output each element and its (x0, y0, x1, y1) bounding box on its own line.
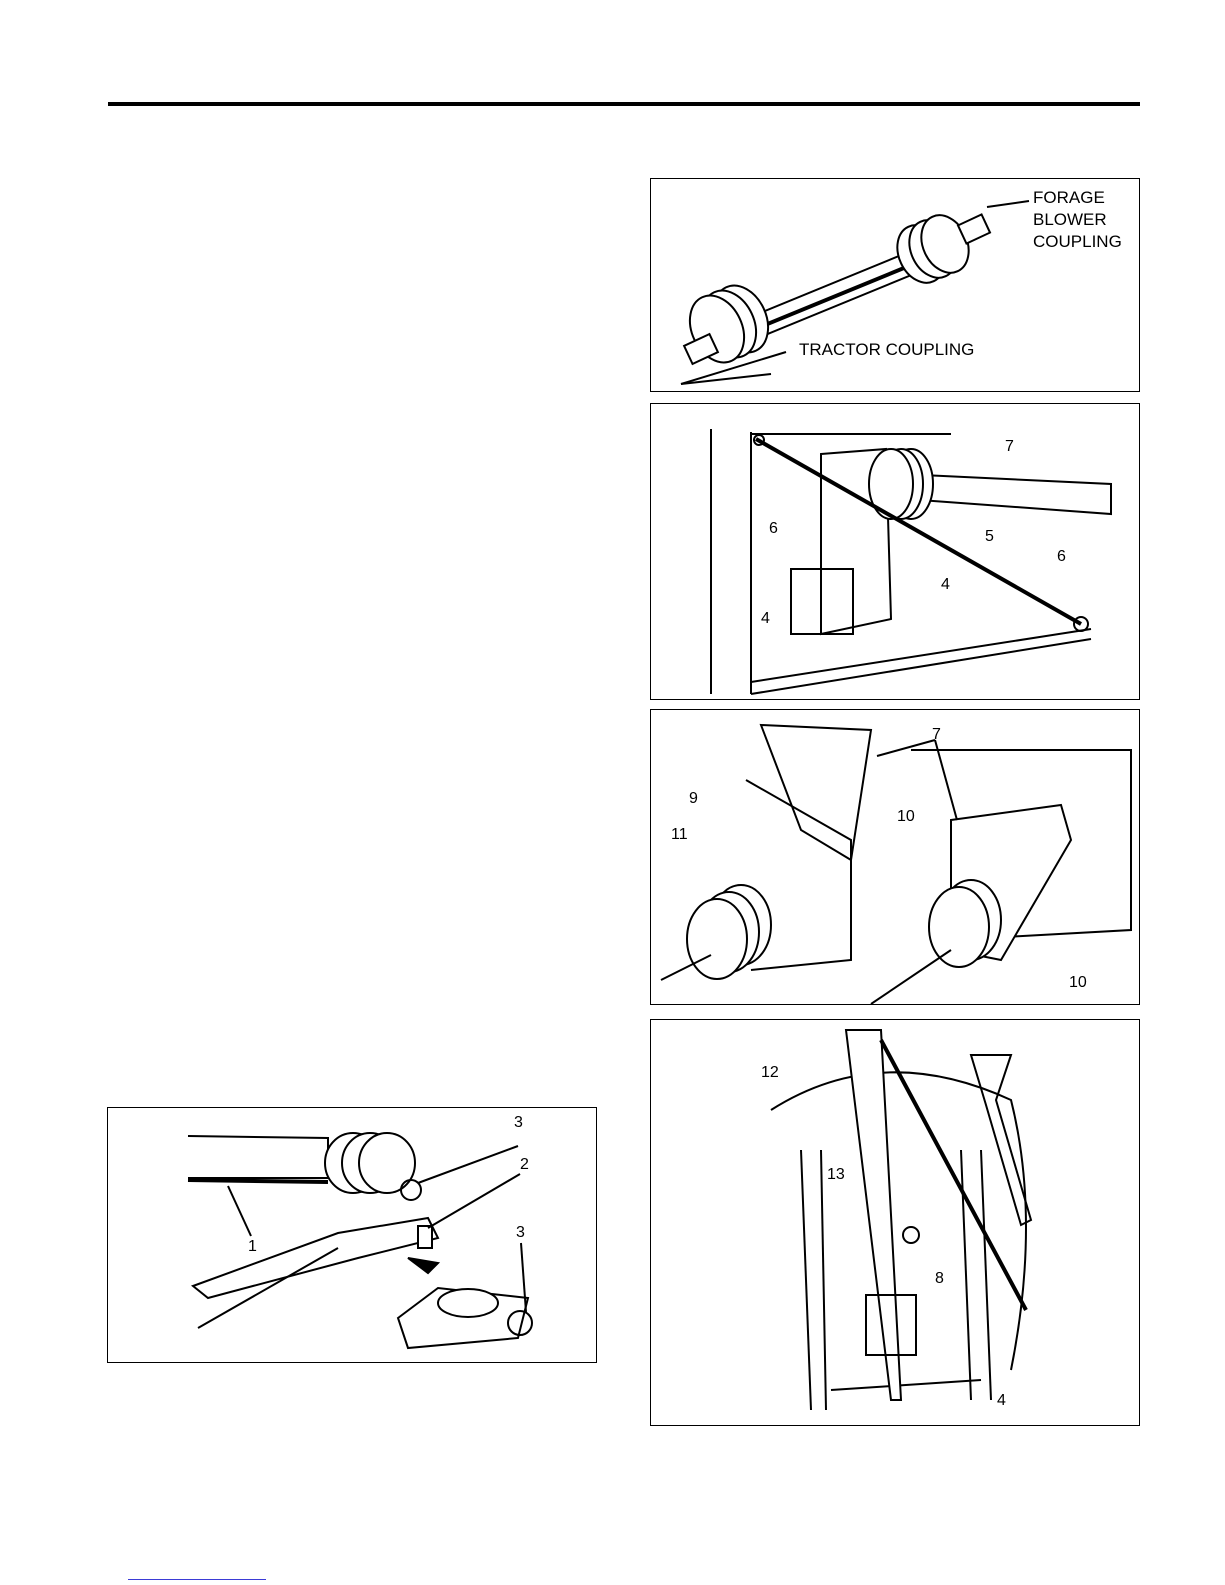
removal-callout-3-top: 3 (514, 1114, 523, 1131)
brace-callout-4-right: 4 (941, 576, 950, 593)
shields-callout-9: 9 (689, 790, 698, 807)
removal-callout-1: 1 (248, 1238, 257, 1255)
storage-callout-12: 12 (761, 1064, 779, 1081)
brace-callout-7: 7 (1005, 438, 1014, 455)
tractor-coupling-label: TRACTOR COUPLING (799, 340, 975, 359)
removal-callout-2: 2 (520, 1156, 529, 1173)
figure-storage (650, 1019, 1140, 1426)
shields-callout-7: 7 (932, 726, 941, 743)
forage-blower-label: FORAGE BLOWER COUPLING (1033, 188, 1122, 251)
header-rule (108, 102, 1140, 106)
brace-callout-5: 5 (985, 528, 994, 545)
removal-callout-3-bottom: 3 (516, 1224, 525, 1241)
figure-removal (107, 1107, 597, 1363)
footer-link-underline[interactable] (128, 1579, 266, 1580)
brace-callout-6-right: 6 (1057, 548, 1066, 565)
storage-drawing (651, 1020, 1139, 1425)
shields-callout-11: 11 (671, 826, 688, 843)
shields-drawing (651, 710, 1139, 1004)
storage-callout-4: 4 (997, 1392, 1006, 1409)
figure-shields (650, 709, 1140, 1005)
storage-callout-13: 13 (827, 1166, 845, 1183)
figure-pto-shaft (650, 178, 1140, 392)
shields-callout-10-top: 10 (897, 808, 915, 825)
storage-callout-8: 8 (935, 1270, 944, 1287)
brace-callout-4-left: 4 (761, 610, 770, 627)
figure-brace (650, 403, 1140, 700)
brace-callout-6-left: 6 (769, 520, 778, 537)
shields-callout-10-bottom: 10 (1069, 974, 1087, 991)
